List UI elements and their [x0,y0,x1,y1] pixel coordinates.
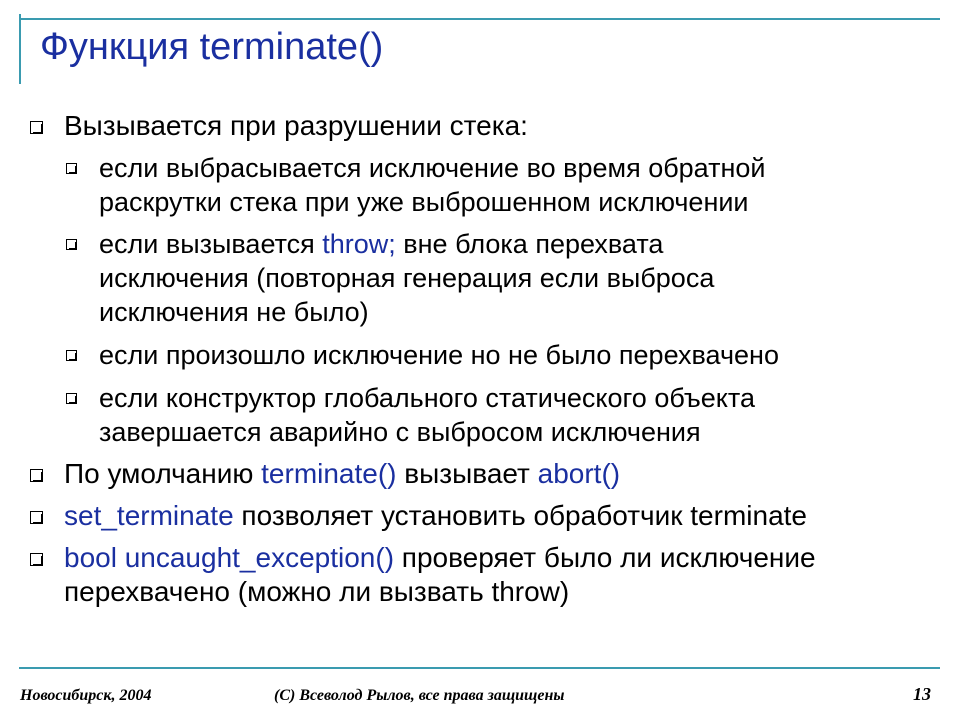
bullet-text: вне блока перехвата [395,229,664,259]
bullet-text: проверяет было ли исключение [394,542,816,573]
sub-bullet-item-throw-outside-catch [66,227,714,329]
code-function: bool uncaught_exception() [64,542,395,573]
square-bullet-icon [30,121,43,134]
square-bullet-icon [30,553,43,566]
bullet-text-line: завершается аварийно с выбросом исключения [99,417,701,447]
square-bullet-icon [66,163,77,174]
bullet-text-line: если конструктор глобального статического объекта [99,383,755,413]
title-accent-horizontal-line [19,18,940,20]
code-function: abort() [537,458,621,489]
bullet-text: если произошло исключение но не было перехвачено [99,340,779,370]
bullet-item-uncaught-exception-function [30,541,816,609]
footer-copyright: (С) Всеволод Рылов, все права защищены [274,687,565,704]
code-function: set_terminate [64,500,234,531]
square-bullet-icon [30,511,43,524]
bullet-text: если вызывается [99,229,323,259]
bullet-text: Вызывается при разрушении стека: [64,110,528,141]
sub-bullet-item-rethrow-during-unwinding [66,151,765,219]
footer-location-year: Новосибирск, 2004 [20,687,152,704]
bullet-text-line: раскрутки стека при уже выброшенном исключении [99,187,749,217]
code-keyword: throw; [322,229,396,259]
slide-title: Функция terminate() [40,26,384,68]
bullet-item-default-terminate [30,457,620,491]
bullet-text-line: исключения не было) [99,297,369,327]
square-bullet-icon [30,469,43,482]
title-accent-vertical-line [19,14,21,84]
bullet-item-stack-unwinding [30,109,528,143]
square-bullet-icon [66,350,77,361]
square-bullet-icon [66,239,77,250]
page-number: 13 [913,684,931,704]
code-function: terminate() [261,458,397,489]
footer-divider [19,667,940,669]
square-bullet-icon [66,393,77,404]
bullet-text-line: если выбрасывается исключение во время обратной [99,153,766,183]
sub-bullet-item-global-constructor [66,381,755,449]
bullet-text: вызывает [396,458,538,489]
bullet-item-set-terminate [30,499,807,533]
bullet-text-line: перехвачено (можно ли вызвать throw) [64,576,570,607]
sub-bullet-item-uncaught-exception [66,338,779,372]
bullet-text-line: исключения (повторная генерация если выброса [99,263,715,293]
bullet-text: позволяет установить обработчик terminate [233,500,807,531]
bullet-text: По умолчанию [64,458,262,489]
